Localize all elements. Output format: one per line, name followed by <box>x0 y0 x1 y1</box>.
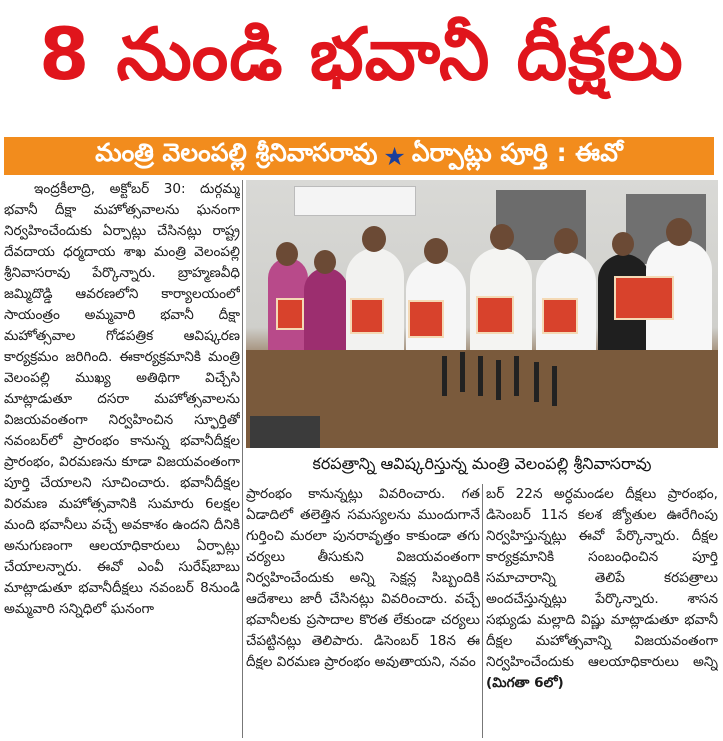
air-conditioner <box>294 186 416 216</box>
article-column-1 <box>4 179 240 739</box>
person-head <box>490 224 514 250</box>
booklet <box>614 276 674 320</box>
subheadline-bar <box>4 137 714 175</box>
column-divider <box>482 484 483 738</box>
column-3-paragraph <box>486 484 718 694</box>
column-1-text: ఇంద్రకీలాద్రి, అక్టోబర్ 30: దుర్గమ్మ భవానీ దీక్షా మహోత్సవాలను ఘనంగా నిర్వహించేందుకు ఏర్పాట్లు చేసినట్లు రాష్ట్ర దేవదాయ ధర్మదాయ శాఖ మంత్రి వెలంపల్లి శ్రీనివాసరావు పేర్కొన్నారు. బ్రాహ్మణవీధి జమ్మిదొడ్డి ఆవరణలోని కార్యాలయంలో సాయంత్రం అమ్మవారి భవానీ దీక్షా మహోత్సవాల గోడపత్రిక ఆవిష్కరణ కార్యక్రమం జరిగింది. ఈకార్యక్రమానికి మంత్రి వెలంపల్లి ముఖ్య అతిథిగా విచ్చేసి మాట్లాడుతూ దసరా మహోత్సవాలను విజయవంతంగా నిర్వహించిన స్ఫూర్తితో నవంబర్‌లో ప్రారంభం కానున్న భవానీదీక్షల ప్రారంభం, విరమణను కూడా విజయవంతంగా పూర్తి చేయాలని సూచించారు. భవానీదీక్షల విరమణ మహోత్సవానికి సుమారు 6లక్షల మంది భవానీలు వచ్చే అవకాశం ఉందని దీనికి అనుగుణంగా ఆలయాధికారులు ఏర్పాట్లు చేయాలన్నారు. ఈవో ఎంవీ సురేష్‌బాబు మాట్లాడుతూ భవానీదీక్షలు నవంబర్ 8నుండి అమ్మవారి సన్నిధిలో ఘనంగా <box>4 181 240 617</box>
column-2-text: ప్రారంభం కానున్నట్లు వివరించారు. గత ఏడాదిలో తలెత్తిన సమస్యలను ముందుగానే గుర్తించి మరలా పునరావృత్తం కాకుండా తగు చర్యలు తీసుకుని విజయవంతంగా నిర్వహించేందుకు అన్ని సెక్షన్ల సిబ్బందికి ఆదేశాలు జారీ చేసినట్లు వివరించారు. వచ్చే భవానీలకు ప్రసాదాల కొరత లేకుండా చర్యలు చేపట్టినట్లు తెలిపారు. డిసెంబర్ 18న ఈ దీక్షల విరమణ ప్రారంభం అవుతాయని, నవం <box>246 486 480 670</box>
subhead-right: ఏర్పాట్లు పూర్తి : ఈవో <box>411 138 623 167</box>
microphone <box>496 360 501 400</box>
microphone <box>478 356 483 396</box>
booklet <box>350 298 384 334</box>
booklet <box>476 296 514 334</box>
laptop <box>250 416 320 448</box>
person-head <box>276 242 298 266</box>
article-column-2 <box>246 484 480 736</box>
continued-note: (మిగతా 6లో) <box>486 675 564 691</box>
subhead-left: మంత్రి వెలంపల్లి శ్రీనివాసరావు <box>95 138 378 167</box>
person-head <box>424 238 448 264</box>
column-3-text: బర్ 22న అర్ధమండల దీక్షలు ప్రారంభం, డిసెంబర్ 11న కలశ జ్యోతుల ఊరేగింపు నిర్వహిస్తున్నట్లు ఈవో పేర్కొన్నారు. దీక్షల కార్యక్రమానికి సంబంధించిన పూర్తి సమాచారాన్ని తెలిపే కరపత్రాలు అందచేస్తున్నట్లు పేర్కొన్నారు. శాసన సభ్యుడు మల్లాది విష్ణు మాట్లాడుతూ భవానీ దీక్షల మహోత్సవాన్ని విజయవంతంగా నిర్వహించేందుకు ఆలయాధికారులు అన్ని <box>486 486 718 670</box>
booklet <box>276 298 304 330</box>
microphone <box>514 356 519 396</box>
person-head <box>666 218 692 246</box>
microphone <box>442 356 447 396</box>
person-head <box>362 226 386 252</box>
microphone <box>534 362 539 402</box>
article-column-3 <box>486 484 718 736</box>
person-head <box>314 250 336 274</box>
person-head <box>612 232 634 256</box>
news-photo <box>246 180 718 448</box>
photo-caption: కరపత్రాన్ని ఆవిష్కరిస్తున్న మంత్రి వెలంపల్లి శ్రీనివాసరావు <box>312 453 652 473</box>
booklet <box>408 300 444 338</box>
column-divider <box>242 180 243 738</box>
person-head <box>554 228 578 254</box>
booklet <box>542 298 578 334</box>
microphone <box>552 366 557 406</box>
microphone <box>460 352 465 392</box>
star-icon: ★ <box>383 141 406 171</box>
headline: 8 నుండి భవానీ దీక్షలు <box>39 12 684 96</box>
